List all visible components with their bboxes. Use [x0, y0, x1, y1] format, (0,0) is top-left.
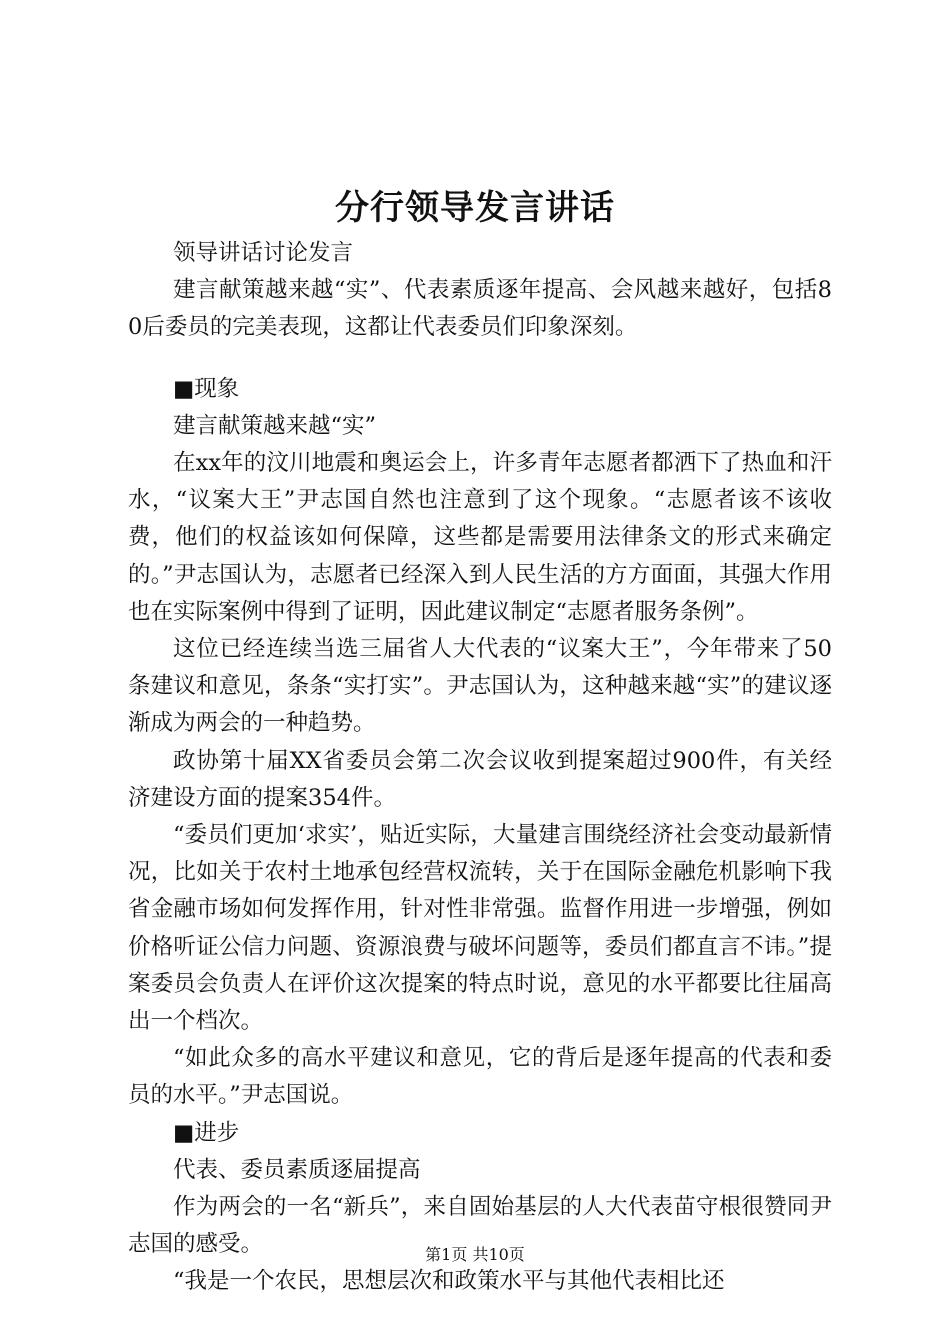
paragraph-cppcc-proposals: 政协第十届XX省委员会第二次会议收到提案超过900件，有关经济建设方面的提案354件。 — [128, 747, 832, 811]
paragraph-farmer-quote: “我是一个农民，思想层次和政策水平与其他代表相比还 — [173, 1268, 725, 1295]
paragraph-new-delegate: 作为两会的一名“新兵”，来自固始基层的人大代表苗守根很赞同尹志国的感受。 — [128, 1194, 832, 1258]
document-title: 分行领导发言讲话 — [335, 188, 615, 228]
section-heading-progress: ■进步 — [173, 1119, 240, 1146]
paragraph-committee-quote: “委员们更加‘求实’，贴近实际，大量建言围绕经济社会变动最新情况，比如关于农村土地承包经营权流转，关于在国际金融危机影响下我省金融市场如何发挥作用，针对性非常强。监督作用进一步增强，例如价格听证公信力问题、资源浪费与破坏问题等，委员们都直言不讳。”提案委员会负责人在评价这次提案的特点时说，意见的水平都要比往届高出一个档次。 — [128, 822, 832, 1035]
section-heading-phenomenon: ■现象 — [173, 375, 240, 402]
paragraph-high-level-quote: “如此众多的高水平建议和意见，它的背后是逐年提高的代表和委员的水平。”尹志国说。 — [128, 1045, 832, 1109]
page-indicator: 第1页 共10页 — [425, 1245, 525, 1264]
paragraph-summary: 建言献策越来越“实”、代表素质逐年提高、会风越来越好，包括80后委员的完美表现，这都让代表委员们印象深刻。 — [128, 277, 832, 341]
paragraph-intro-heading: 领导讲话讨论发言 — [173, 240, 354, 266]
paragraph-volunteers: 在xx年的汶川地震和奥运会上，许多青年志愿者都洒下了热血和汗水，“议案大王”尹志国自然也注意到了这个现象。“志愿者该不该收费，他们的权益该如何保障，这些都是需要用法律条文的形式来确定的。”尹志国认为，志愿者已经深入到人民生活的方方面面，其强大作用也在实际案例中得到了证明，因此建议制定“志愿者服务条例”。 — [128, 450, 832, 625]
subheading-practical-advice: 建言献策越来越“实” — [173, 412, 377, 439]
subheading-quality-improvement: 代表、委员素质逐届提高 — [173, 1156, 421, 1183]
document-body — [128, 235, 832, 1301]
paragraph-proposal-king: 这位已经连续当选三届省人大代表的“议案大王”，今年带来了50条建议和意见，条条“实打实”。尹志国认为，这种越来越“实”的建议逐渐成为两会的一种趋势。 — [128, 636, 832, 737]
